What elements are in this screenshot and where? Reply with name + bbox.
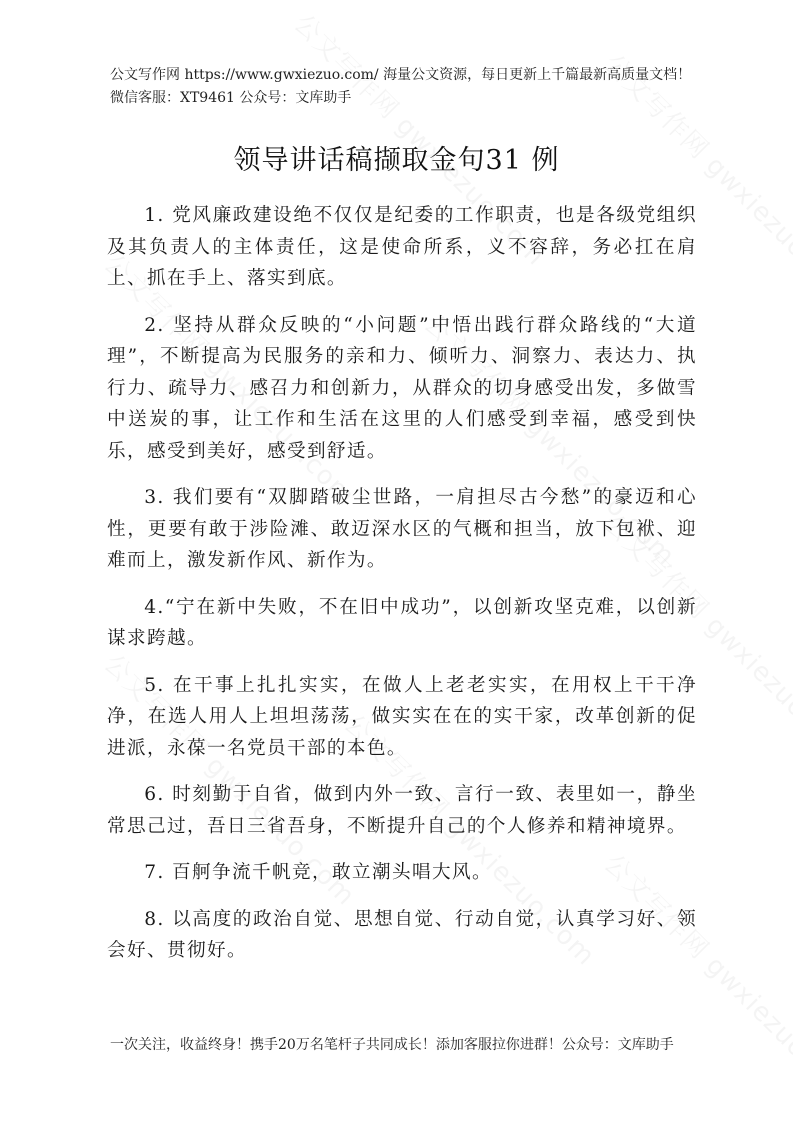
paragraph-4: 4.“宁在新中失败，不在旧中成功”，以创新攻坚克难，以创新谋求跨越。 — [107, 596, 697, 649]
document-title: 领导讲话稿撷取金句31 例 — [233, 145, 560, 176]
paragraph-5: 5. 在干事上扎扎实实，在做人上老老实实，在用权上干干净净，在选人用人上坦坦荡荡，做实实在在的实干家，改革创新的促进派，永葆一名党员干部的本色。 — [107, 674, 697, 759]
paragraph-8: 8. 以高度的政治自觉、思想自觉、行动自觉，认真学习好、领会好、贯彻好。 — [107, 908, 697, 961]
header-note: 公文写作网 https://www.gwxiezuo.com/ 海量公文资源，每日更新上千篇最新高质量文档！微信客服：XT9461 公众号：文库助手 — [110, 67, 692, 106]
paragraph-6: 6. 时刻勤于自省，做到内外一致、言行一致、表里如一，静坐常思己过，吾日三省吾身，不断提升自己的个人修养和精神境界。 — [107, 784, 697, 837]
paragraph-7: 7. 百舸争流千帆竞，敢立潮头唱大风。 — [144, 862, 492, 883]
document-body — [107, 200, 697, 982]
paragraph-1: 1. 党风廉政建设绝不仅仅是纪委的工作职责，也是各级党组织及其负责人的主体责任，这是使命所系，义不容辞，务必扛在肩上、抓在手上、落实到底。 — [107, 205, 697, 289]
paragraph-3: 3. 我们要有“双脚踏破尘世路，一肩担尽古今愁”的豪迈和心性，更要有敢于涉险滩、敢迈深水区的气概和担当，放下包袱、迎难而上，激发新作风、新作为。 — [107, 487, 697, 571]
footer-note: 一次关注，收益终身！携手20万名笔杆子共同成长！添加客服拉你进群！公众号：文库助手 — [110, 1037, 674, 1053]
paragraph-2: 2. 坚持从群众反映的“小问题”中悟出践行群众路线的“大道理”，不断提高为民服务的亲和力、倾听力、洞察力、表达力、执行力、疏导力、感召力和创新力，从群众的切身感受出发，多做雪中送炭的事，让工作和生活在这里的人们感受到幸福，感受到快乐，感受到美好，感受到舒适。 — [107, 314, 697, 462]
